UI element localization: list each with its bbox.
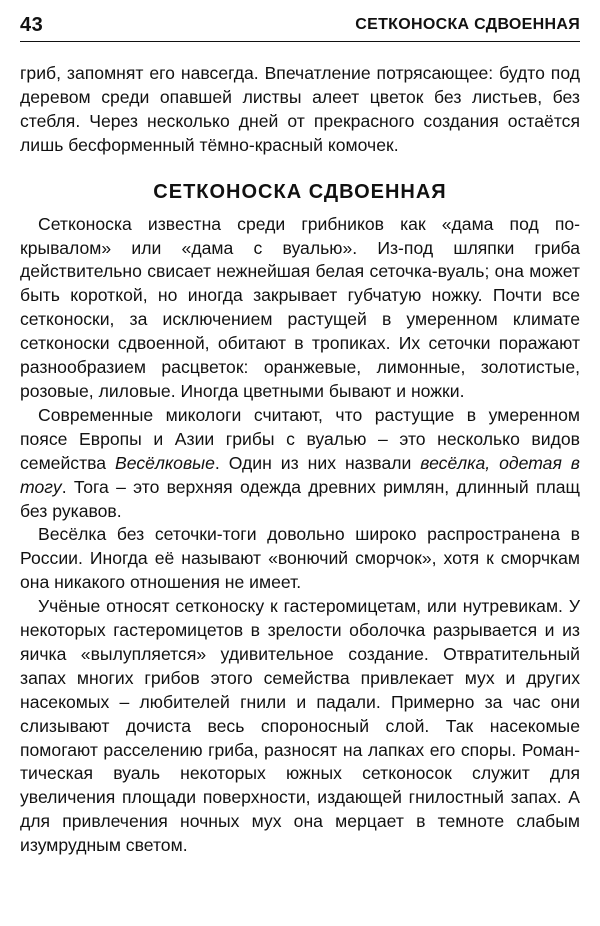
page-content (20, 62, 580, 858)
section-heading: СЕТКОНОСКА СДВОЕННАЯ (153, 180, 447, 203)
family-name-italic: Весёлковые (115, 452, 215, 473)
page-number: 43 (20, 13, 44, 36)
intro-paragraph: гриб, запомнят его навсегда. Впечатление потрясающее: будто под деревом среди опавшей листвы алеет цветок без листьев, без стебля. Через несколько дней от прекрасного создания остаётся лишь бесформенный тёмно-красный комочек. (20, 63, 580, 155)
header-rule (20, 41, 580, 42)
paragraph-4: Учёные относят сетконоску к гастеромицетам, или нутревикам. У некоторых гастеромицетов в зрелости оболочка разрывается и из яичка «вылупляется» удивительное создание. Отвратительный запах многих грибов этого семейства привлекает мух и других насекомых – любителей гнили и падали. Примерно за час они слизывают дочиста весь спороносный слой. Так насекомые помогают расселению гриба, разносят на лапках его споры. Романтическая вуаль некоторых южных сетконосок служит для увеличения площади поверхности, издающей гнилостный запах. А для привлечения ночных мух она мерцает в темноте слабым изумрудным светом. (20, 596, 580, 856)
paragraph-2-text-3: . Тога – это верхняя одежда древних римлян, длинный плащ без рукавов. (20, 476, 580, 521)
running-title: СЕТКОНОСКА СДВОЕННАЯ (355, 16, 580, 33)
paragraph-3: Весёлка без сеточки-тоги довольно широко распространена в России. Иногда её называют «вонючий сморчок», хотя к сморчкам она никакого отношения не имеет. (20, 524, 580, 593)
book-page (20, 0, 580, 926)
paragraph-1: Сетконоска известна среди грибников как «дама под покрывалом» или «дама с вуалью». Из-под шляпки гриба действительно свисает нежнейшая белая сеточка-вуаль; она может быть короткой, но иногда закрывает губчатую ножку. Почти все сетконоски, за исключением растущей в умеренном климате сетконоски сдвоенной, обитают в тропиках. Их сеточки поражают разнообразием расцветок: оранжевые, лимонные, золотистые, розовые, лиловые. Иногда цветными бывают и ножки. (20, 213, 580, 401)
running-header (20, 12, 580, 38)
paragraph-2-text-1: Современные микологи считают, что растущие в умеренном поясе Европы и Азии грибы с вуалью – это несколько видов семейства (20, 404, 580, 473)
species-name-italic: весёлка, одетая в тогу (20, 452, 580, 497)
paragraph-2-text-2: . Один из них назвали (214, 452, 421, 473)
paragraph-2 (20, 404, 580, 524)
